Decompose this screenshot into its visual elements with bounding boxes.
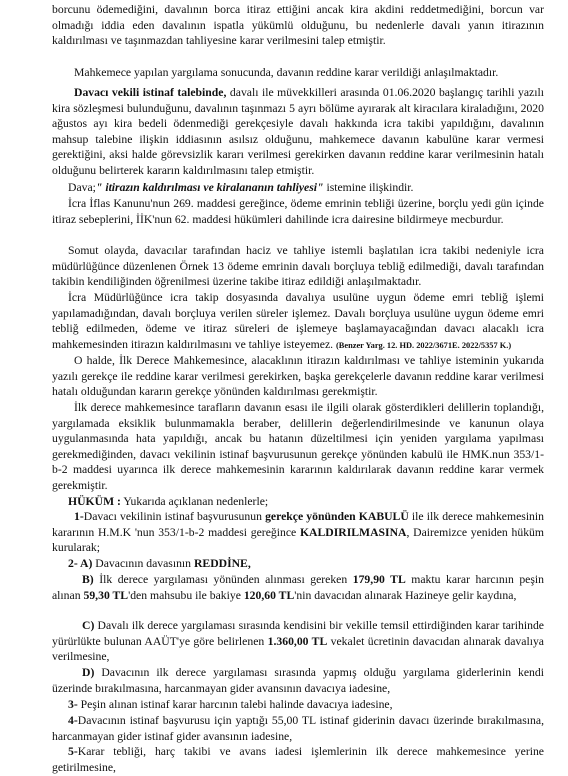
case-subject-title: " itirazın kaldırılması ve kiralananın tahliyesi" bbox=[95, 181, 324, 194]
ruling-item-2b-text-c: 'den mahsubu ile bakiye bbox=[128, 588, 244, 602]
ruling-item-3 bbox=[52, 697, 544, 713]
paragraph-law-reference: İcra İflas Kanunu'nun 269. maddesi gereğince, ödeme emrinin tebliği üzerine, borçlu yedi gün içinde itiraz sebeplerini, İİK'nun 62. maddesi hükümleri dahilinde icra dairesine bildirmeye mecburdur. bbox=[52, 197, 544, 226]
ruling-item-1-text-a: Davacı vekilinin istinaf başvurusunun bbox=[83, 510, 266, 523]
precedent-citation: (Benzer Yarg. 12. HD. 2022/3671E. 2022/5357 K.) bbox=[335, 340, 512, 350]
ruling-item-2c bbox=[52, 618, 544, 665]
paragraph-appeal-request bbox=[52, 85, 544, 178]
notification-issue-text: İcra Müdürlüğünce icra takip dosyasında davalıya usulüne uygun ödeme emri tebliğ işlemi yapılamadığından, davalı borçluya verilen süreler işlemez. Davalı borçluya usulüne uygun ödeme emri tebliğ edilmeden, ödeme ve itiraz süreleri de işlemeye başlamayacağından davacı alacaklı icra mahkemesinden itirazın kaldırılmasını ve tahliye isteyemez. bbox=[52, 291, 544, 351]
ruling-item-1-number: 1- bbox=[74, 510, 84, 523]
ruling-item-2b-text-a: İlk derece yargılaması yönünden alınması gereken bbox=[93, 573, 353, 586]
appeal-request-heading: Davacı vekili istinaf talebinde, bbox=[74, 86, 227, 99]
ruling-item-2a bbox=[52, 556, 544, 572]
ruling-item-2c-text-b: vekalet ücretinin davacıdan alınarak davalıya verilmesine, bbox=[52, 634, 544, 663]
paragraph-conclusion: O halde, İlk Derece Mahkemesince, alacaklının itirazın kaldırılması ve tahliye isteminin yukarıda yazılı gerekçe ile reddine karar verilmesi gerekirken, başka gerekçelerle davanın reddine karar verilmesi hatalı olduğundan kararın gerekçe yönünden kaldırılması gerekmiştir. bbox=[52, 354, 544, 398]
case-subject-suffix: istemine ilişkindir. bbox=[323, 181, 414, 194]
ruling-item-2b-text-d: 'nin davacıdan alınarak Hazineye gelir kaydına, bbox=[294, 588, 517, 602]
ruling-item-2b bbox=[52, 572, 544, 603]
ruling-item-4-text: Davacının istinaf başvurusu için yaptığı 55,00 TL istinaf giderinin davacı üzerinde bırakılmasına, harcanmayan gider istinaf gider avansının iadesine, bbox=[52, 714, 544, 743]
case-subject-label: Dava; bbox=[68, 181, 96, 194]
ruling-item-1-annulment: KALDIRILMASINA bbox=[299, 525, 407, 539]
ruling-fee-amount: 179,90 TL bbox=[352, 573, 406, 586]
ruling-item-4 bbox=[52, 713, 544, 744]
paragraph-claim-summary: borcunu ödemediğini, davalının borca itiraz ettiğini ancak kira akdini reddetmediğini, borcun var olmadığı iddia eden davalının ispatla yükümlü olduğunu, bu nedenlerle davalı yanın itirazının kaldırılması ve taşınmazdan tahliyesine karar verilmesini talep etmiştir. bbox=[52, 3, 544, 47]
ruling-item-5 bbox=[52, 744, 544, 775]
ruling-item-2a-text: Davacının davasının bbox=[92, 557, 194, 570]
ruling-item-2c-text-a: Davalı ilk derece yargılaması sırasında kendisini bir vekille temsil ettirdiğinden karar tarihinde yürürlükte bulunan AAÜT'ye göre belirlenen bbox=[52, 619, 544, 648]
ruling-item-4-number: 4- bbox=[68, 714, 78, 727]
ruling-item-2b-number: B) bbox=[82, 573, 94, 586]
ruling-item-1-text-c: , Dairemizce yeniden hüküm kurularak; bbox=[52, 525, 544, 554]
ruling-item-3-number: 3- bbox=[68, 698, 78, 711]
paragraph-evaluation: İlk derece mahkemesince tarafların davanın esası ile ilgili olarak gösterdikleri delillerin toplandığı, yargılamada eksiklik bulunmamakla beraber, delillerin değerlendirilmesinde ve kanunun olaya uygulanmasında hata yapıldığı, ancak bu hatanın düzeltilmesi için yeniden yargılama yapılması gerekmediğinden, davacı vekilinin istinaf başvurusunun gerekçe yönünden kabulü ile HMK.nun 353/1-b-2 maddesi uyarınca ilk derece mahkemesinin kararının kaldırılarak davanın reddine karar vermek gerekmiştir. bbox=[52, 401, 544, 492]
paragraph-judgment-heading bbox=[52, 494, 544, 510]
ruling-item-1-text-b: ile ilk derece mahkemesinin kararının H.M.K 'nun 353/1-b-2 maddesi gereğince bbox=[52, 510, 544, 539]
ruling-item-2c-number: C) bbox=[82, 619, 95, 632]
paragraph-notification-issue bbox=[52, 290, 544, 353]
ruling-item-2d bbox=[52, 665, 544, 696]
ruling-item-2d-number: D) bbox=[82, 666, 95, 679]
paragraph-case-subject bbox=[52, 180, 544, 196]
ruling-item-2a-number: 2- A) bbox=[68, 557, 93, 570]
ruling-item-1 bbox=[52, 509, 544, 556]
paragraph-lower-court-outcome: Mahkemece yapılan yargılama sonucunda, davanın reddine karar verildiği anlaşılmaktadır. bbox=[74, 66, 499, 79]
judgment-heading: HÜKÜM : bbox=[68, 495, 121, 508]
ruling-item-2d-text: Davacının ilk derece yargılaması sırasında yapmış olduğu yargılama giderlerinin kendi üzerinde bırakılmasına, harcanmayan gider avansının davacıya iadesine, bbox=[52, 666, 544, 695]
appeal-request-text: davalı ile müvekkilleri arasında 01.06.2020 başlangıç tarihli yazılı kira sözleşmesi bulunduğunu, davalının taşınmazı 5 ayrı bölüme ayırarak alt kiracılara kiraladığını, 2020 ağustos ayı kira bedeli ödenmediği gerekçesiyle davalı hakkında icra takibi yapıldığını, davalının mahsup talebine ilişkin iddiasının asılsız olduğunu, mahkemece davanın kabulüne karar vermesi gerektiğini, aksi halde görevsizlik kararı verilmesi gerekirken davanın reddine karar verilmesinin hatalı olduğunu belirterek kararın kaldırılmasını talep etmiştir. bbox=[52, 86, 544, 177]
judgment-intro: Yukarıda açıklanan nedenlerle; bbox=[120, 495, 269, 508]
ruling-item-5-text: Karar tebliği, harç takibi ve avans iadesi işlemlerinin ilk derece mahkemesince yerine getirilmesine, bbox=[52, 745, 544, 774]
paragraph-concrete-case: Somut olayda, davacılar tarafından haciz ve tahliye istemli başlatılan icra takibi nedeniyle icra müdürlüğünce düzenlenen Örnek 13 ödeme emrinin davalı borçluya tebliğ edilmediği, davalı tarafından takibin kendiliğinden öğrenilmesi üzerine takibe itiraz edildiği anlaşılmaktadır. bbox=[52, 244, 544, 288]
ruling-prepaid-amount: 59,30 TL bbox=[83, 588, 129, 602]
ruling-attorney-fee: 1.360,00 TL bbox=[267, 634, 328, 648]
ruling-item-2b-text-b: maktu karar harcının peşin alınan bbox=[52, 573, 544, 602]
ruling-item-2a-rejection: REDDİNE, bbox=[193, 557, 251, 570]
ruling-item-1-acceptance: gerekçe yönünden KABULÜ bbox=[265, 510, 409, 523]
ruling-item-5-number: 5- bbox=[68, 745, 78, 758]
ruling-item-3-text: Peşin alınan istinaf karar harcının talebi halinde davacıya iadesine, bbox=[77, 698, 393, 711]
ruling-remaining-amount: 120,60 TL bbox=[243, 588, 295, 602]
